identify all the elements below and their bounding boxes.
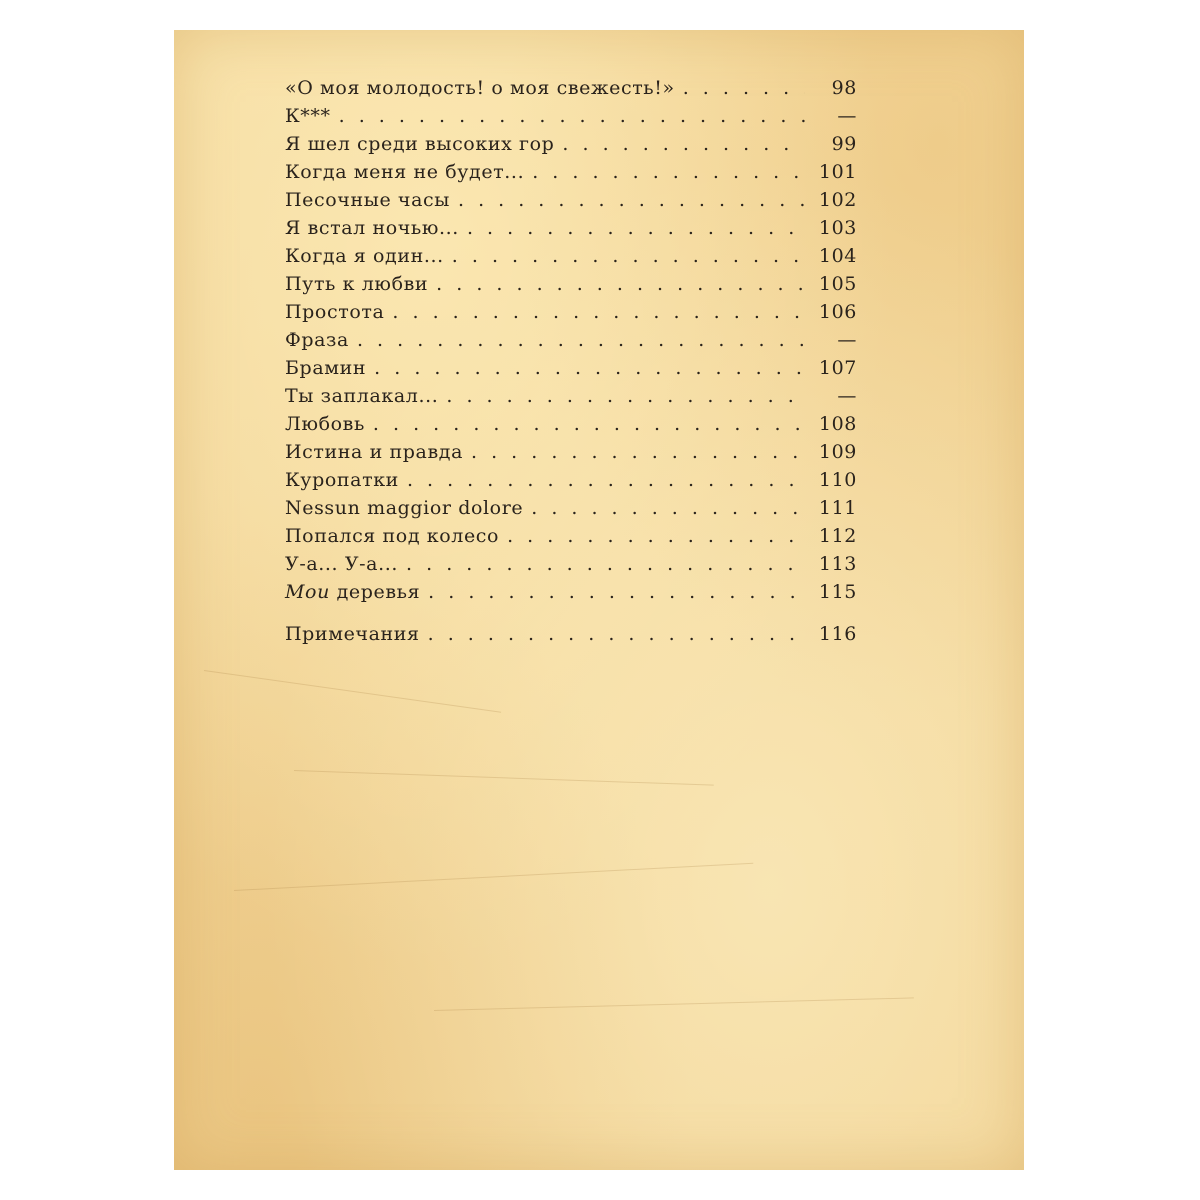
book-page	[174, 30, 1024, 1170]
toc-entry-page: 110	[818, 469, 857, 491]
toc-entry-page: 109	[818, 441, 857, 463]
toc-entry-title: Когда я один...	[285, 245, 444, 267]
toc-entry	[285, 102, 857, 130]
toc-entry-page: 107	[818, 357, 857, 379]
paper-crease	[204, 670, 501, 713]
toc-entry-title: Куропатки	[285, 469, 399, 491]
toc-entry-title: Путь к любви	[285, 273, 429, 295]
dot-leader	[373, 410, 805, 438]
toc-entry-page: 98	[831, 77, 857, 99]
paper-crease	[294, 770, 714, 786]
dot-leader	[357, 326, 805, 354]
dot-leader	[507, 522, 805, 550]
toc-entry-title: Брамин	[285, 357, 367, 379]
paper-crease	[434, 997, 914, 1011]
dot-leader	[436, 270, 805, 298]
dot-leader	[392, 298, 805, 326]
toc-entry-page: —	[837, 329, 857, 351]
dot-leader	[458, 186, 805, 214]
paper-crease	[234, 863, 753, 891]
toc-entry	[285, 270, 857, 298]
toc-entry-title: Попался под колесо	[285, 525, 500, 547]
dot-leader	[406, 550, 805, 578]
toc-entry-title	[285, 578, 420, 606]
toc-entry-title: Песочные часы	[285, 189, 450, 211]
toc-entry-page: 108	[818, 413, 857, 435]
toc-entry	[285, 550, 857, 578]
toc-entry-title-italic: Мои	[285, 581, 330, 603]
toc-entry	[285, 494, 857, 522]
toc-entry	[285, 214, 857, 242]
toc-entry	[285, 438, 857, 466]
toc-entry	[285, 578, 857, 606]
toc-entry-title: Примечания	[285, 623, 420, 645]
dot-leader	[407, 466, 805, 494]
toc-entry-page: 106	[818, 301, 857, 323]
dot-leader	[374, 354, 805, 382]
toc-entry-title: Я шел среди высоких гор	[285, 133, 555, 155]
dot-leader	[452, 242, 805, 270]
toc-entry-title: «О моя молодость! о моя свежесть!»	[285, 77, 675, 99]
dot-leader	[562, 130, 805, 158]
dot-leader	[428, 620, 805, 648]
toc-entry-page: 102	[818, 189, 857, 211]
dot-leader	[339, 102, 805, 130]
dot-leader	[428, 578, 805, 606]
dot-leader	[467, 214, 805, 242]
toc-entry-title: Nessun maggior dolore	[285, 497, 524, 519]
toc-entry-page: 104	[818, 245, 857, 267]
toc-entry	[285, 522, 857, 550]
toc-entry	[285, 242, 857, 270]
toc-entry-title: Истина и правда	[285, 441, 463, 463]
dot-leader	[531, 494, 805, 522]
dot-leader	[471, 438, 805, 466]
toc-entry-page: 99	[831, 133, 857, 155]
toc-entry	[285, 466, 857, 494]
toc-entry-page: 116	[818, 623, 857, 645]
table-of-contents	[285, 74, 857, 648]
toc-entry-title: К***	[285, 105, 331, 127]
toc-entry-page: 101	[818, 161, 857, 183]
toc-entry	[285, 382, 857, 410]
toc-entry-page: 115	[818, 581, 857, 603]
toc-entry-notes	[285, 620, 857, 648]
toc-entry-title: Когда меня не будет...	[285, 161, 525, 183]
toc-entry	[285, 326, 857, 354]
dot-leader	[446, 382, 805, 410]
toc-entry	[285, 298, 857, 326]
toc-entry-title: Простота	[285, 301, 385, 323]
toc-entry-page: 111	[818, 497, 857, 519]
toc-entry-page: —	[837, 385, 857, 407]
toc-entry-title-rest: деревья	[329, 581, 421, 603]
toc-entry-title: Я встал ночью...	[285, 217, 459, 239]
toc-entry	[285, 74, 857, 102]
toc-entry	[285, 354, 857, 382]
toc-entry-page: —	[837, 105, 857, 127]
toc-entry-page: 113	[818, 553, 857, 575]
toc-entry-title: Фраза	[285, 329, 349, 351]
toc-entry-title: Любовь	[285, 413, 365, 435]
toc-entry-title: У-а... У-а...	[285, 553, 399, 575]
toc-entry	[285, 130, 857, 158]
toc-entry-page: 105	[818, 273, 857, 295]
toc-entry-page: 103	[818, 217, 857, 239]
dot-leader	[532, 158, 805, 186]
dot-leader	[683, 74, 805, 102]
toc-entry-page: 112	[818, 525, 857, 547]
toc-entry-title: Ты заплакал...	[285, 385, 439, 407]
toc-entry	[285, 158, 857, 186]
toc-entry	[285, 186, 857, 214]
toc-entry	[285, 410, 857, 438]
